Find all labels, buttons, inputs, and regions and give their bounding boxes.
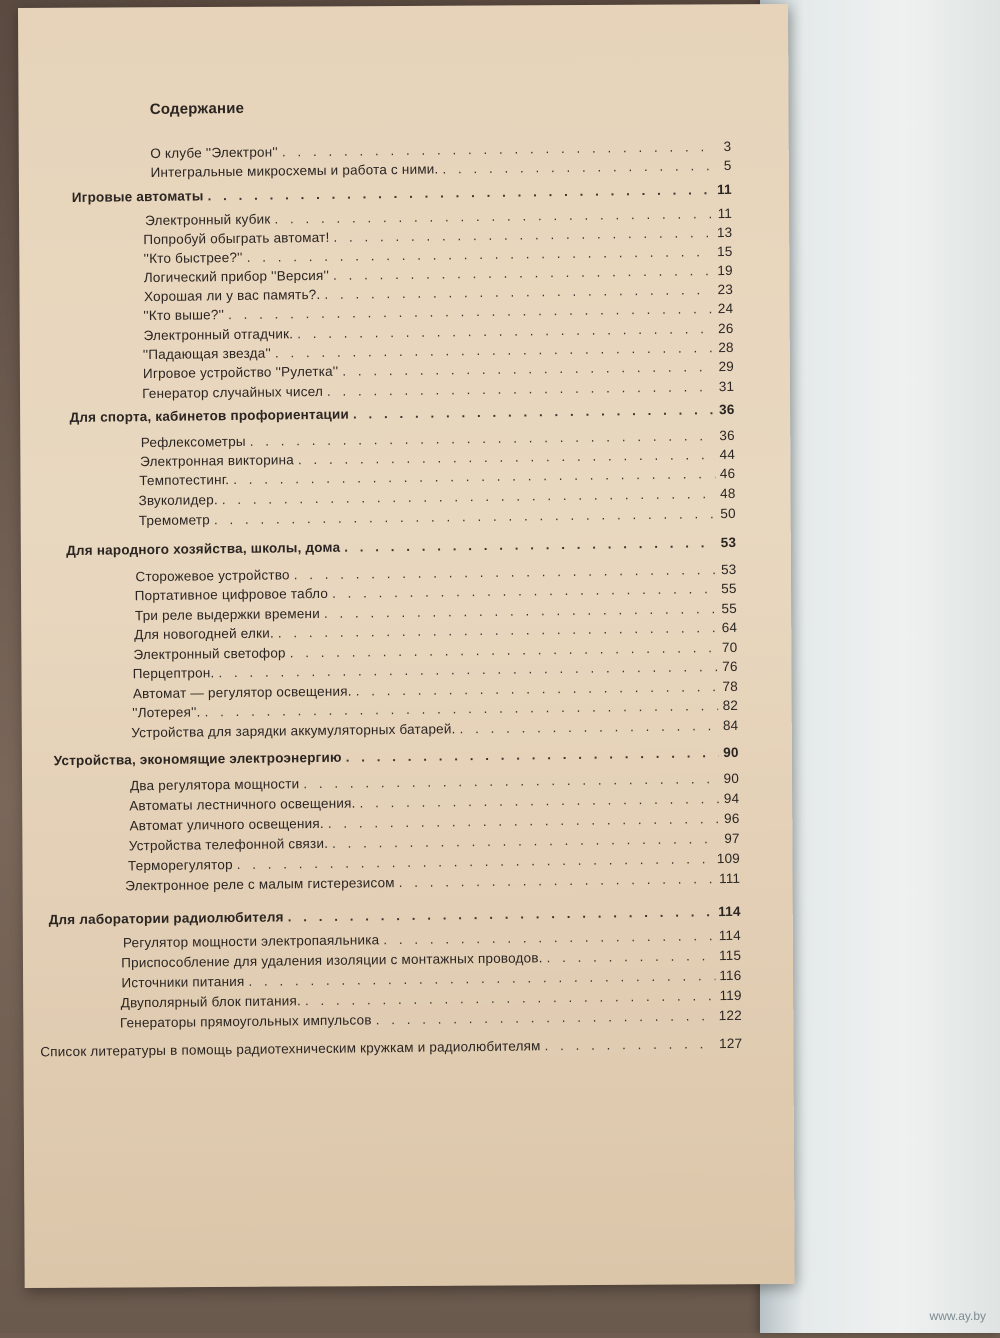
dot-leader [303, 771, 719, 791]
toc-page-number: 53 [720, 534, 737, 551]
toc-entry-title: Попробуй обыграть автомат! [143, 229, 330, 248]
toc-page-number: 28 [718, 339, 734, 356]
toc-entry-title: Логический прибор ''Версия'' [143, 267, 330, 286]
toc-entry-title: Устройства телефонной связи. [128, 835, 329, 854]
facing-blank-page [760, 0, 1000, 1333]
toc-entry-title: Портативное цифровое табло [134, 585, 329, 604]
toc-entry-title: Терморегулятор [127, 857, 233, 874]
toc-page-number: 114 [718, 903, 741, 920]
toc-entry-title: Темпотестинг. [139, 472, 230, 489]
toc-page-number: 55 [721, 580, 737, 597]
dot-leader [342, 359, 714, 379]
toc-entry-title: ''Падающая звезда'' [142, 345, 272, 363]
toc-entry-title: Перцептрон. [132, 665, 215, 682]
toc-page-number: 11 [717, 181, 732, 198]
toc-entry-title: Для новогодней елки. [134, 625, 274, 643]
toc-entry-title: Три реле выдержки времени [134, 605, 320, 624]
toc-page-number: 76 [722, 658, 738, 675]
toc-entry-title: Игровые автоматы [71, 188, 204, 205]
toc-entry-title: Тремометр [138, 512, 211, 529]
toc-section-row [72, 182, 732, 210]
toc-entry-title: Автоматы лестничного освещения. [129, 795, 356, 814]
toc-page-number: 122 [718, 1007, 742, 1024]
dot-leader [274, 206, 712, 226]
toc-entry-title: Звуколидер. [138, 492, 218, 509]
toc-entry-title: Рефлексометры [140, 433, 246, 451]
toc-page-number: 90 [723, 770, 740, 787]
toc-page-number: 46 [719, 465, 736, 482]
toc-page-number: 11 [717, 205, 733, 222]
dot-leader [442, 158, 711, 176]
contents-heading: Содержание [149, 99, 245, 119]
toc-section-row [49, 904, 741, 932]
toc-entry-row [40, 1036, 742, 1065]
toc-entry-title: ''Кто быстрее?'' [143, 249, 243, 267]
toc-page-number: 96 [723, 810, 740, 827]
dot-leader [383, 928, 715, 947]
dot-leader [344, 535, 716, 555]
dot-leader [399, 871, 716, 890]
toc-section-row [69, 402, 734, 430]
dot-leader [207, 182, 711, 203]
toc-page-number: 55 [721, 600, 737, 617]
dot-leader [333, 225, 712, 245]
toc-entry-title: Для спорта, кабинетов профориентации [69, 406, 350, 426]
toc-entry-title: Двуполярный блок питания. [120, 993, 301, 1011]
dot-leader [282, 139, 712, 159]
dot-leader [545, 1036, 716, 1053]
toc-page-number: 97 [724, 830, 740, 847]
toc-entry-title: Регулятор мощности электропаяльника [122, 932, 380, 951]
toc-page-number: 82 [722, 697, 739, 714]
toc-entry-title: Интегральные микросхемы и работа с ними. [150, 161, 439, 181]
toc-entry-title: Генераторы прямоугольных импульсов [119, 1012, 372, 1031]
toc-entry-title: ''Лотерея''. [132, 704, 201, 721]
toc-page-number: 24 [717, 300, 734, 317]
dot-leader [376, 1008, 715, 1027]
toc-entry-title: Два регулятора мощности [129, 776, 300, 794]
toc-entry-title: Источники питания [121, 973, 245, 991]
toc-page-number: 29 [718, 358, 735, 375]
toc-page-number: 53 [720, 561, 737, 578]
toc-section-row [54, 745, 739, 773]
toc-page-number: 64 [721, 619, 738, 636]
toc-entry-title: Для народного хозяйства, школы, дома [66, 539, 341, 559]
toc-page-number: 94 [723, 790, 740, 807]
toc-entry-title: Сторожевое устройство [135, 567, 290, 585]
toc-page-number: 70 [721, 639, 738, 656]
toc-page-number: 19 [717, 262, 733, 279]
watermark: www.ay.by [929, 1309, 986, 1323]
toc-page-number: 44 [719, 446, 736, 463]
toc-page-number: 127 [719, 1035, 743, 1052]
toc-page-number: 109 [716, 850, 741, 867]
toc-page-number: 5 [723, 157, 732, 174]
dot-leader [346, 745, 719, 765]
toc-entry-title: Список литературы в помощь радиотехническим кружкам и радиолюбителям [40, 1038, 541, 1060]
toc-entry-title: О клубе ''Электрон'' [150, 144, 278, 162]
toc-page-number: 111 [718, 870, 741, 887]
toc-section-row [66, 535, 736, 563]
dot-leader [547, 948, 716, 965]
toc-entry-title: Электронное реле с малым гистерезисом [125, 875, 395, 894]
toc-page-number: 115 [718, 947, 742, 964]
dot-leader [294, 562, 717, 582]
toc-page-number: 114 [718, 927, 741, 944]
toc-entry-title: Хорошая ли у вас память?. [143, 286, 321, 305]
dot-leader [353, 402, 715, 421]
toc-entry-title: Электронный кубик [145, 211, 271, 229]
toc-page-number: 119 [719, 987, 742, 1004]
toc-entry-title: Электронный светофор [133, 645, 286, 663]
toc-entry-title: Электронный отгадчик. [143, 326, 294, 344]
toc-page-number: 50 [720, 505, 736, 522]
toc-entry-title: Автомат уличного освещения. [129, 815, 324, 834]
toc-page-number: 90 [723, 744, 739, 761]
toc-page-number: 31 [718, 378, 735, 395]
toc-page-number: 36 [719, 427, 735, 444]
toc-entry-title: Для лаборатории радиолюбителя [48, 909, 284, 928]
toc-page-number: 3 [723, 138, 732, 155]
toc-page-number: 13 [716, 224, 733, 241]
dot-leader [356, 679, 718, 698]
toc-entry-title: Устройства, экономящие электроэнергию [53, 749, 342, 769]
toc-page-number: 36 [718, 401, 735, 418]
toc-entry-title: Автомат — регулятор освещения. [132, 683, 352, 702]
toc-page-number: 15 [717, 243, 733, 260]
toc-page-number: 48 [719, 485, 736, 502]
toc-entry-title: Приспособление для удаления изоляции с монтажных проводов. [121, 950, 543, 971]
toc-entry-title: Электронная викторина [139, 452, 295, 470]
dot-leader [359, 791, 719, 810]
toc-page-number: 116 [719, 967, 742, 984]
toc-entry-title: Игровое устройство ''Рулетка'' [142, 363, 339, 382]
toc-entry-title: ''Кто выше?'' [143, 307, 225, 324]
toc-entry-title: Генератор случайных чисел [142, 383, 324, 402]
toc-page-number: 26 [717, 320, 734, 337]
dot-leader [250, 428, 715, 449]
toc-page-number: 23 [717, 281, 734, 298]
toc-page-number: 78 [722, 678, 738, 695]
dot-leader [288, 904, 715, 924]
toc-page-number: 84 [722, 717, 739, 734]
dot-leader [459, 718, 718, 736]
toc-entry-title: Устройства для зарядки аккумуляторных батарей. [131, 721, 456, 741]
